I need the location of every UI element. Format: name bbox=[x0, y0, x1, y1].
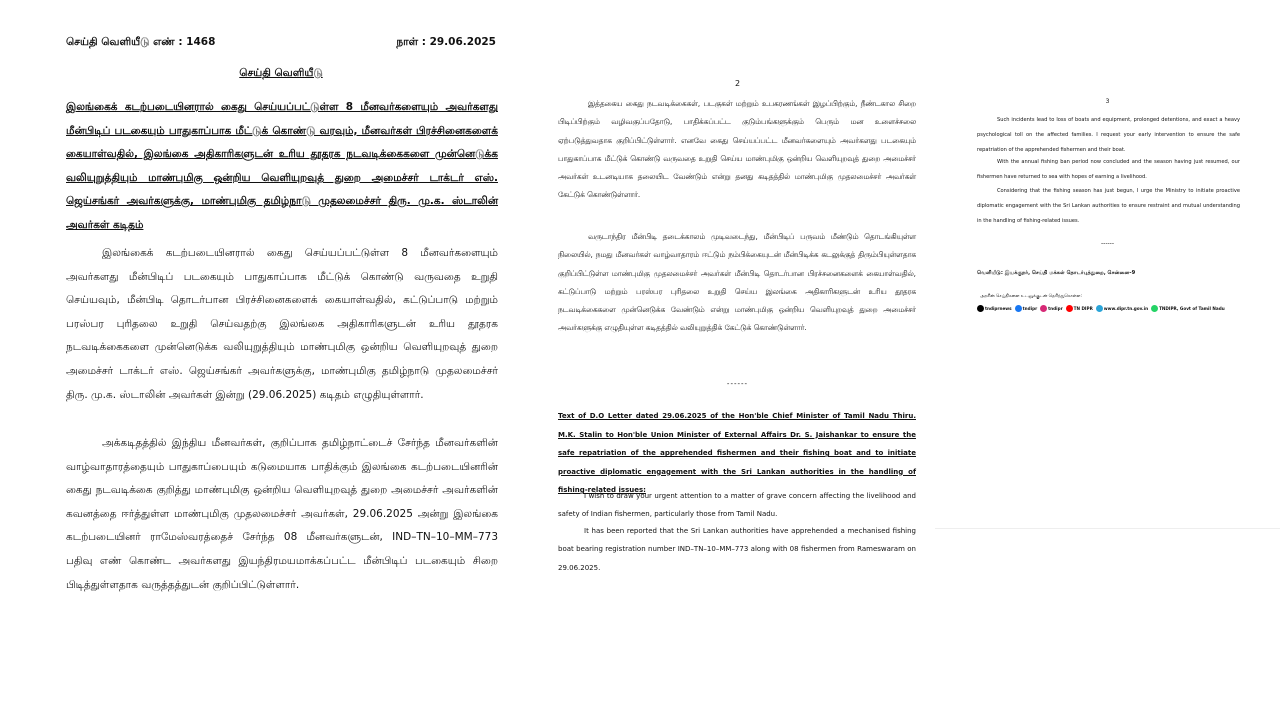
whatsapp-icon bbox=[1151, 305, 1158, 312]
social-link-website[interactable]: www.dipr.tn.gov.in bbox=[1096, 305, 1148, 312]
release-date: நாள் : 29.06.2025 bbox=[396, 36, 496, 48]
body-paragraph: இலங்கைக் கடற்படையினரால் கைது செய்யப்பட்டுள்ள 8 மீனவர்களையும் அவர்களது மீன்பிடிப் படகையும் பாதுகாப்பாக மீட்டுக் கொண்டு வருவதை உறுதி செய்யவும், மீன்பிடி தொடர்பான பிரச்சினைகளைக் கையாள்வதில், கட்டுப்பாடு மற்றும் பரஸ்பர புரிதலை உறுதி செய்வதற்கு இலங்கை அதிகாரிகளுடன் உரிய தூதரக நடவடிக்கைகளை முன்னெடுக்க வலியுறுத்தியும் மாண்புமிகு ஒன்றிய வெளியுறவுத் துறை அமைச்சர் டாக்டர் எஸ். ஜெய்சங்கர் அவர்களுக்கு, மாண்புமிகு தமிழ்நாடு முதலமைச்சர் திரு. மு.க. ஸ்டாலின் அவர்கள் இன்று (29.06.2025) கடிதம் எழுதியுள்ளார். bbox=[66, 247, 498, 401]
letter-paragraph: I wish to draw your urgent attention to a matter of grave concern affecting the livelihood and safety of Indian fishermen, particularly those from Tamil Nadu. bbox=[558, 492, 916, 519]
release-number: செய்தி வெளியீடு எண் : 1468 bbox=[66, 36, 216, 48]
press-release-page-3 bbox=[935, 0, 1280, 528]
page-title: செய்தி வெளியீடு bbox=[239, 67, 323, 79]
social-link-x[interactable]: tndiprnews bbox=[977, 305, 1012, 312]
social-links bbox=[977, 305, 1257, 312]
social-link-youtube[interactable]: TN DIPR bbox=[1066, 305, 1093, 312]
follow-text: அரசின் செய்திகளை உடனுக்குடன் தெரிந்துகொள்ள: bbox=[980, 294, 1082, 299]
social-link-instagram[interactable]: tndipr bbox=[1040, 305, 1062, 312]
letter-heading: Text of D.O Letter dated 29.06.2025 of the Hon'ble Chief Minister of Tamil Nadu Thiru. M.K. Stalin to Hon'ble Union Minister of External Affairs Dr. S. Jaishankar to ensure the safe repatriation of the apprehended fishermen and their fishing boat and to initiate proactive diplomatic engagement with the Sri Lankan authorities in the handling of fishing-related issues: bbox=[558, 412, 916, 494]
letter-paragraph: With the annual fishing ban period now concluded and the season having just resumed, our fishermen have returned to sea with hopes of earning a livelihood. bbox=[977, 159, 1240, 180]
release-subject: இலங்கைக் கடற்படையினரால் கைது செய்யப்பட்டுள்ள 8 மீனவர்களையும் அவர்களது மீன்பிடிப் படகையும் பாதுகாப்பாக மீட்டுக் கொண்டு வரவும், மீனவர்கள் பிரச்சினைகளைக் கையாள்வதில், இலங்கை அதிகாரிகளுடன் உரிய தூதரக நடவடிக்கைகளை முன்னெடுக்க வலியுறுத்தியும் மாண்புமிகு ஒன்றிய வெளியுறவுத் துறை அமைச்சர் டாக்டர் எஸ். ஜெய்சங்கர் அவர்களுக்கு, மாண்புமிகு தமிழ்நாடு முதலமைச்சர் திரு. மு.க. ஸ்டாலின் அவர்கள் கடிதம் bbox=[66, 101, 498, 231]
letter-paragraph: Such incidents lead to loss of boats and equipment, prolonged detentions, and exact a heavy psychological toll on the affected families. I request your early intervention to ensure the safe repatriation of the apprehended fishermen and their boat. bbox=[977, 117, 1240, 153]
section-separator: ------ bbox=[1101, 240, 1114, 247]
web-icon bbox=[1096, 305, 1103, 312]
social-link-whatsapp[interactable]: TNDIPR, Govt of Tamil Nadu bbox=[1151, 305, 1225, 312]
release-footer: வெளியீடு: இயக்குநர், செய்தி மக்கள் தொடர்புத்துறை, சென்னை-9 bbox=[977, 270, 1136, 276]
social-link-facebook[interactable]: tndipr bbox=[1015, 305, 1037, 312]
page-edge-divider bbox=[935, 528, 1280, 529]
facebook-icon bbox=[1015, 305, 1022, 312]
body-paragraph: வருடாந்திர மீன்பிடி தடைக்காலம் முடிவடைந்து, மீன்பிடிப் பருவம் மீண்டும் தொடங்கியுள்ள நிலையில், நமது மீனவர்கள் வாழ்வாதாரம் ஈட்டும் நம்பிக்கையுடன் மீன்பிடிக்க கடலுக்குத் திரும்பியுள்ளதாக குறிப்பிட்டுள்ள மாண்புமிகு முதலமைச்சர் அவர்கள் மீன்பிடி தொடர்பான பிரச்சனைகளைக் கையாள்வதில், கட்டுப்பாடு மற்றும் பரஸ்பர புரிதலை உறுதி செய்ய இலங்கை அதிகாரிகளுடன் உரிய தூதரக நடவடிக்கைகளை முன்னெடுக்க வேண்டும் என்று மாண்புமிகு ஒன்றிய வெளியுறவுத் துறை அமைச்சர் அவர்களுக்கு எழுதியுள்ள கடிதத்தில் வலியுறுத்திக் கேட்டுக் கொண்டுள்ளார். bbox=[558, 232, 916, 333]
release-header bbox=[66, 36, 496, 50]
page-number: 3 bbox=[1105, 98, 1110, 105]
youtube-icon bbox=[1066, 305, 1073, 312]
letter-paragraph: Considering that the fishing season has just begun, I urge the Ministry to initiate proactive diplomatic engagement with the Sri Lankan authorities to ensure restraint and mutual understanding in the handling of fishing-related issues. bbox=[977, 188, 1240, 224]
press-release-page-2 bbox=[540, 0, 935, 720]
x-icon bbox=[977, 305, 984, 312]
letter-paragraph: It has been reported that the Sri Lankan authorities have apprehended a mechanised fishing boat bearing registration number IND–TN–10–MM–773 along with 08 fishermen from Rameswaram on 29.06.2025. bbox=[558, 527, 916, 572]
press-release-page-1 bbox=[0, 0, 540, 720]
body-paragraph: அக்கடிதத்தில் இந்திய மீனவர்கள், குறிப்பாக தமிழ்நாட்டைச் சேர்ந்த மீனவர்களின் வாழ்வாதாரத்தையும் பாதுகாப்பையும் கடுமையாக பாதிக்கும் இலங்கை கடற்படையினரின் கைது நடவடிக்கை குறித்து மாண்புமிகு ஒன்றிய வெளியுறவுத் துறை அமைச்சர் அவர்களின் கவனத்தை ஈர்த்துள்ள மாண்புமிகு முதலமைச்சர் அவர்கள், 29.06.2025 அன்று இலங்கை கடற்படையினர் ராமேஸ்வரத்தைச் சேர்ந்த 08 மீனவர்களுடன், IND–TN–10–MM–773 பதிவு எண் கொண்ட அவர்களது இயந்திரமயமாக்கப்பட்ட மீன்பிடிப் படகையும் சிறை பிடித்துள்ளதாக வருத்தத்துடன் குறிப்பிட்டுள்ளார். bbox=[66, 437, 498, 591]
instagram-icon bbox=[1040, 305, 1047, 312]
section-separator: ------ bbox=[726, 380, 749, 388]
page-number: 2 bbox=[734, 79, 741, 88]
body-paragraph: இத்தகைய கைது நடவடிக்கைகள், படகுகள் மற்றும் உபகரணங்கள் இழப்பிற்கும், நீண்டகால சிறை பிடிப்பிற்கும் வழிவகுப்பதோடு, பாதிக்கப்பட்ட குடும்பங்களுக்கும் பெரும் மன உளைச்சலை ஏற்படுத்துவதாக குறிப்பிட்டுள்ளார். எனவே கைது செய்யப்பட்ட மீனவர்களையும் அவர்களது படகையும் பாதுகாப்பாக மீட்டுக் கொண்டு வருவதை உறுதி செய்ய மாண்புமிகு ஒன்றிய வெளியுறவுத் துறை அமைச்சர் அவர்கள் உடனடியாக தலையிட வேண்டும் என்று தனது கடிதத்தில் மாண்புமிகு முதலமைச்சர் அவர்கள் கேட்டுக் கொண்டுள்ளார். bbox=[558, 99, 916, 200]
